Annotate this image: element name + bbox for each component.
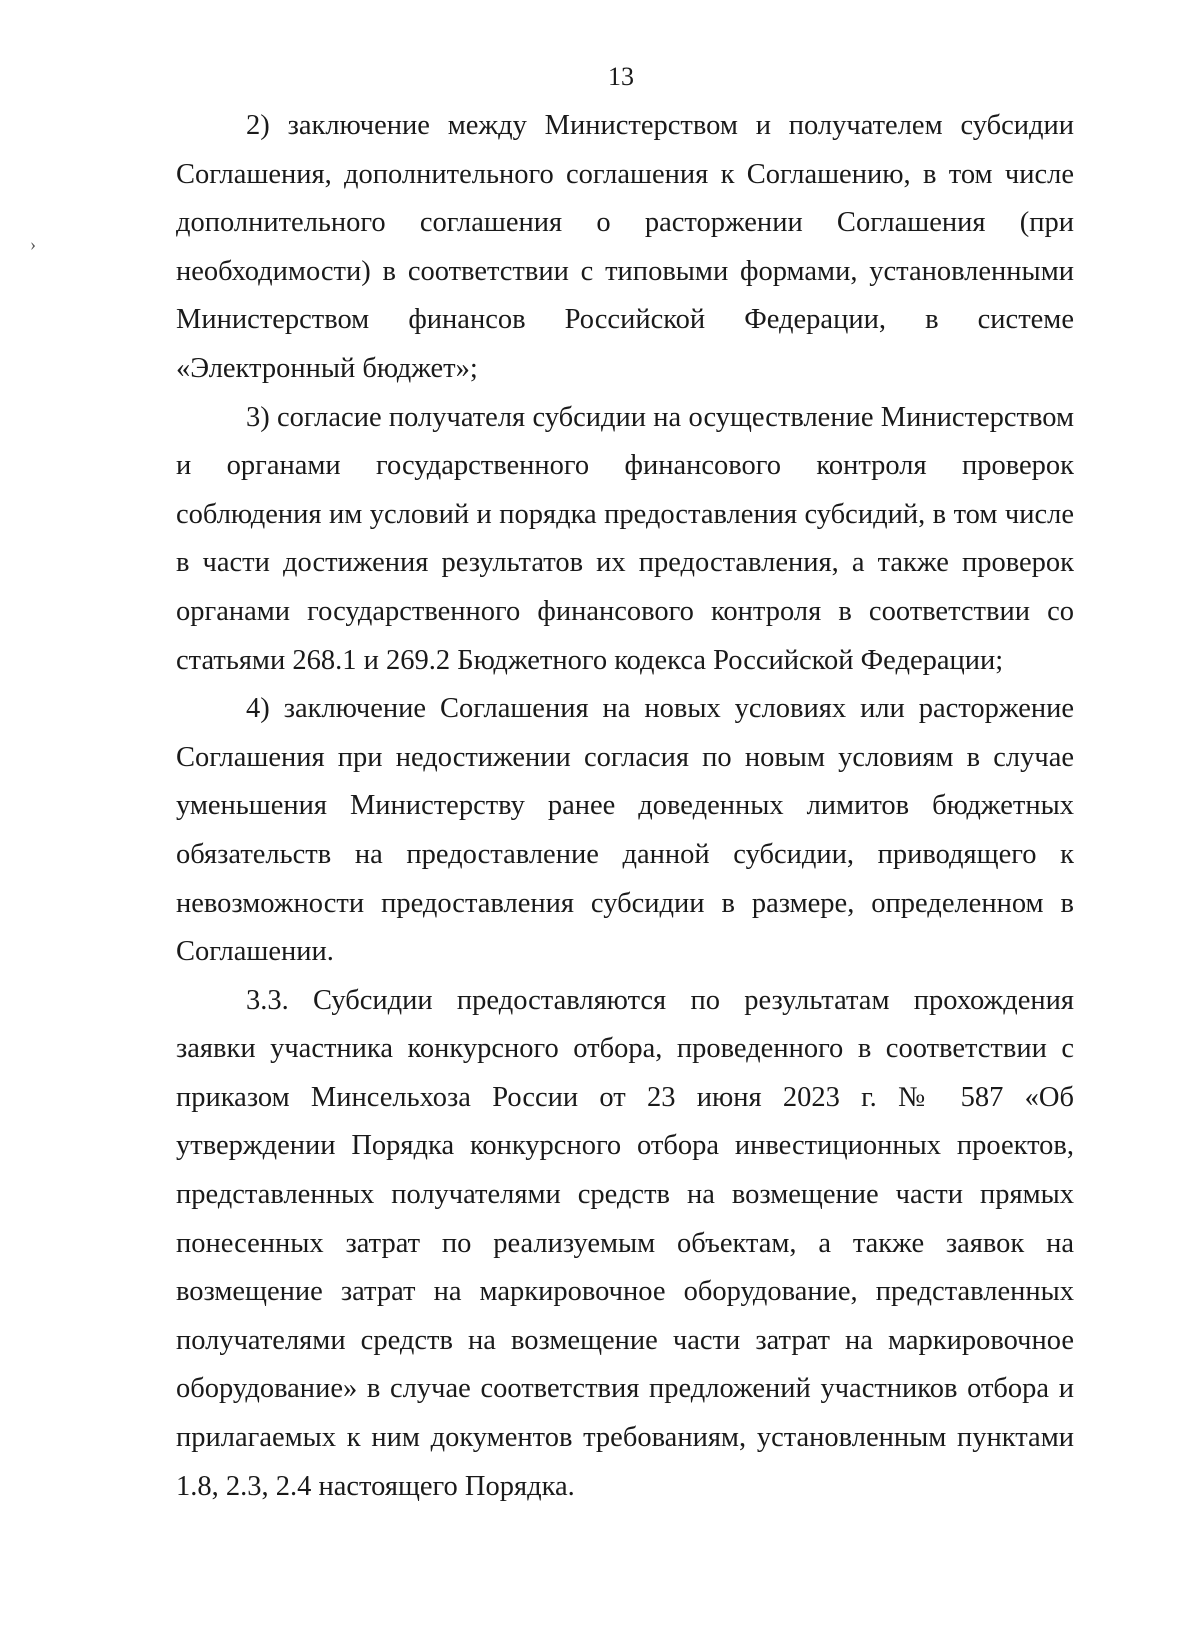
paragraph-item-3: 3) согласие получателя субсидии на осуществление Министерством и органами государственного финансового контроля проверок соблюдения им условий и порядка предоставления субсидий, в том числе в части достижения результатов их предоставления, а также проверок органами государственного финансового контроля в соответствии со статьями 268.1 и 269.2 Бюджетного кодекса Российской Федерации; [176, 401, 1074, 676]
margin-mark: › [30, 234, 36, 254]
body-text [176, 102, 1074, 1511]
page-number: 13 [608, 62, 634, 91]
paragraph-section-3-3: 3.3. Субсидии предоставляются по результатам прохождения заявки участника конкурсного отбора, проведенного в соответствии с приказом Минсельхоза России от 23 июня 2023 г. № 587 «Об утверждении Порядка конкурсного отбора инвестиционных проектов, представленных получателями средств на возмещение части прямых понесенных затрат по реализуемым объектам, а также заявок на возмещение затрат на маркировочное оборудование, представленных получателями средств на возмещение части затрат на маркировочное оборудование» в случае соответствия предложений участников отбора и прилагаемых к ним документов требованиям, установленным пунктами 1.8, 2.3, 2.4 настоящего Порядка. [176, 984, 1074, 1502]
paragraph-item-2: 2) заключение между Министерством и получателем субсидии Соглашения, дополнительного соглашения к Соглашению, в том числе дополнительного соглашения о расторжении Соглашения (при необходимости) в соответствии с типовыми формами, установленными Министерством финансов Российской Федерации, в системе «Электронный бюджет»; [176, 110, 1074, 384]
paragraph-item-4: 4) заключение Соглашения на новых условиях или расторжение Соглашения при недостижении согласия по новым условиям в случае уменьшения Министерству ранее доведенных лимитов бюджетных обязательств на предоставление данной субсидии, приводящего к невозможности предоставления субсидии в размере, определенном в Соглашении. [176, 693, 1074, 968]
